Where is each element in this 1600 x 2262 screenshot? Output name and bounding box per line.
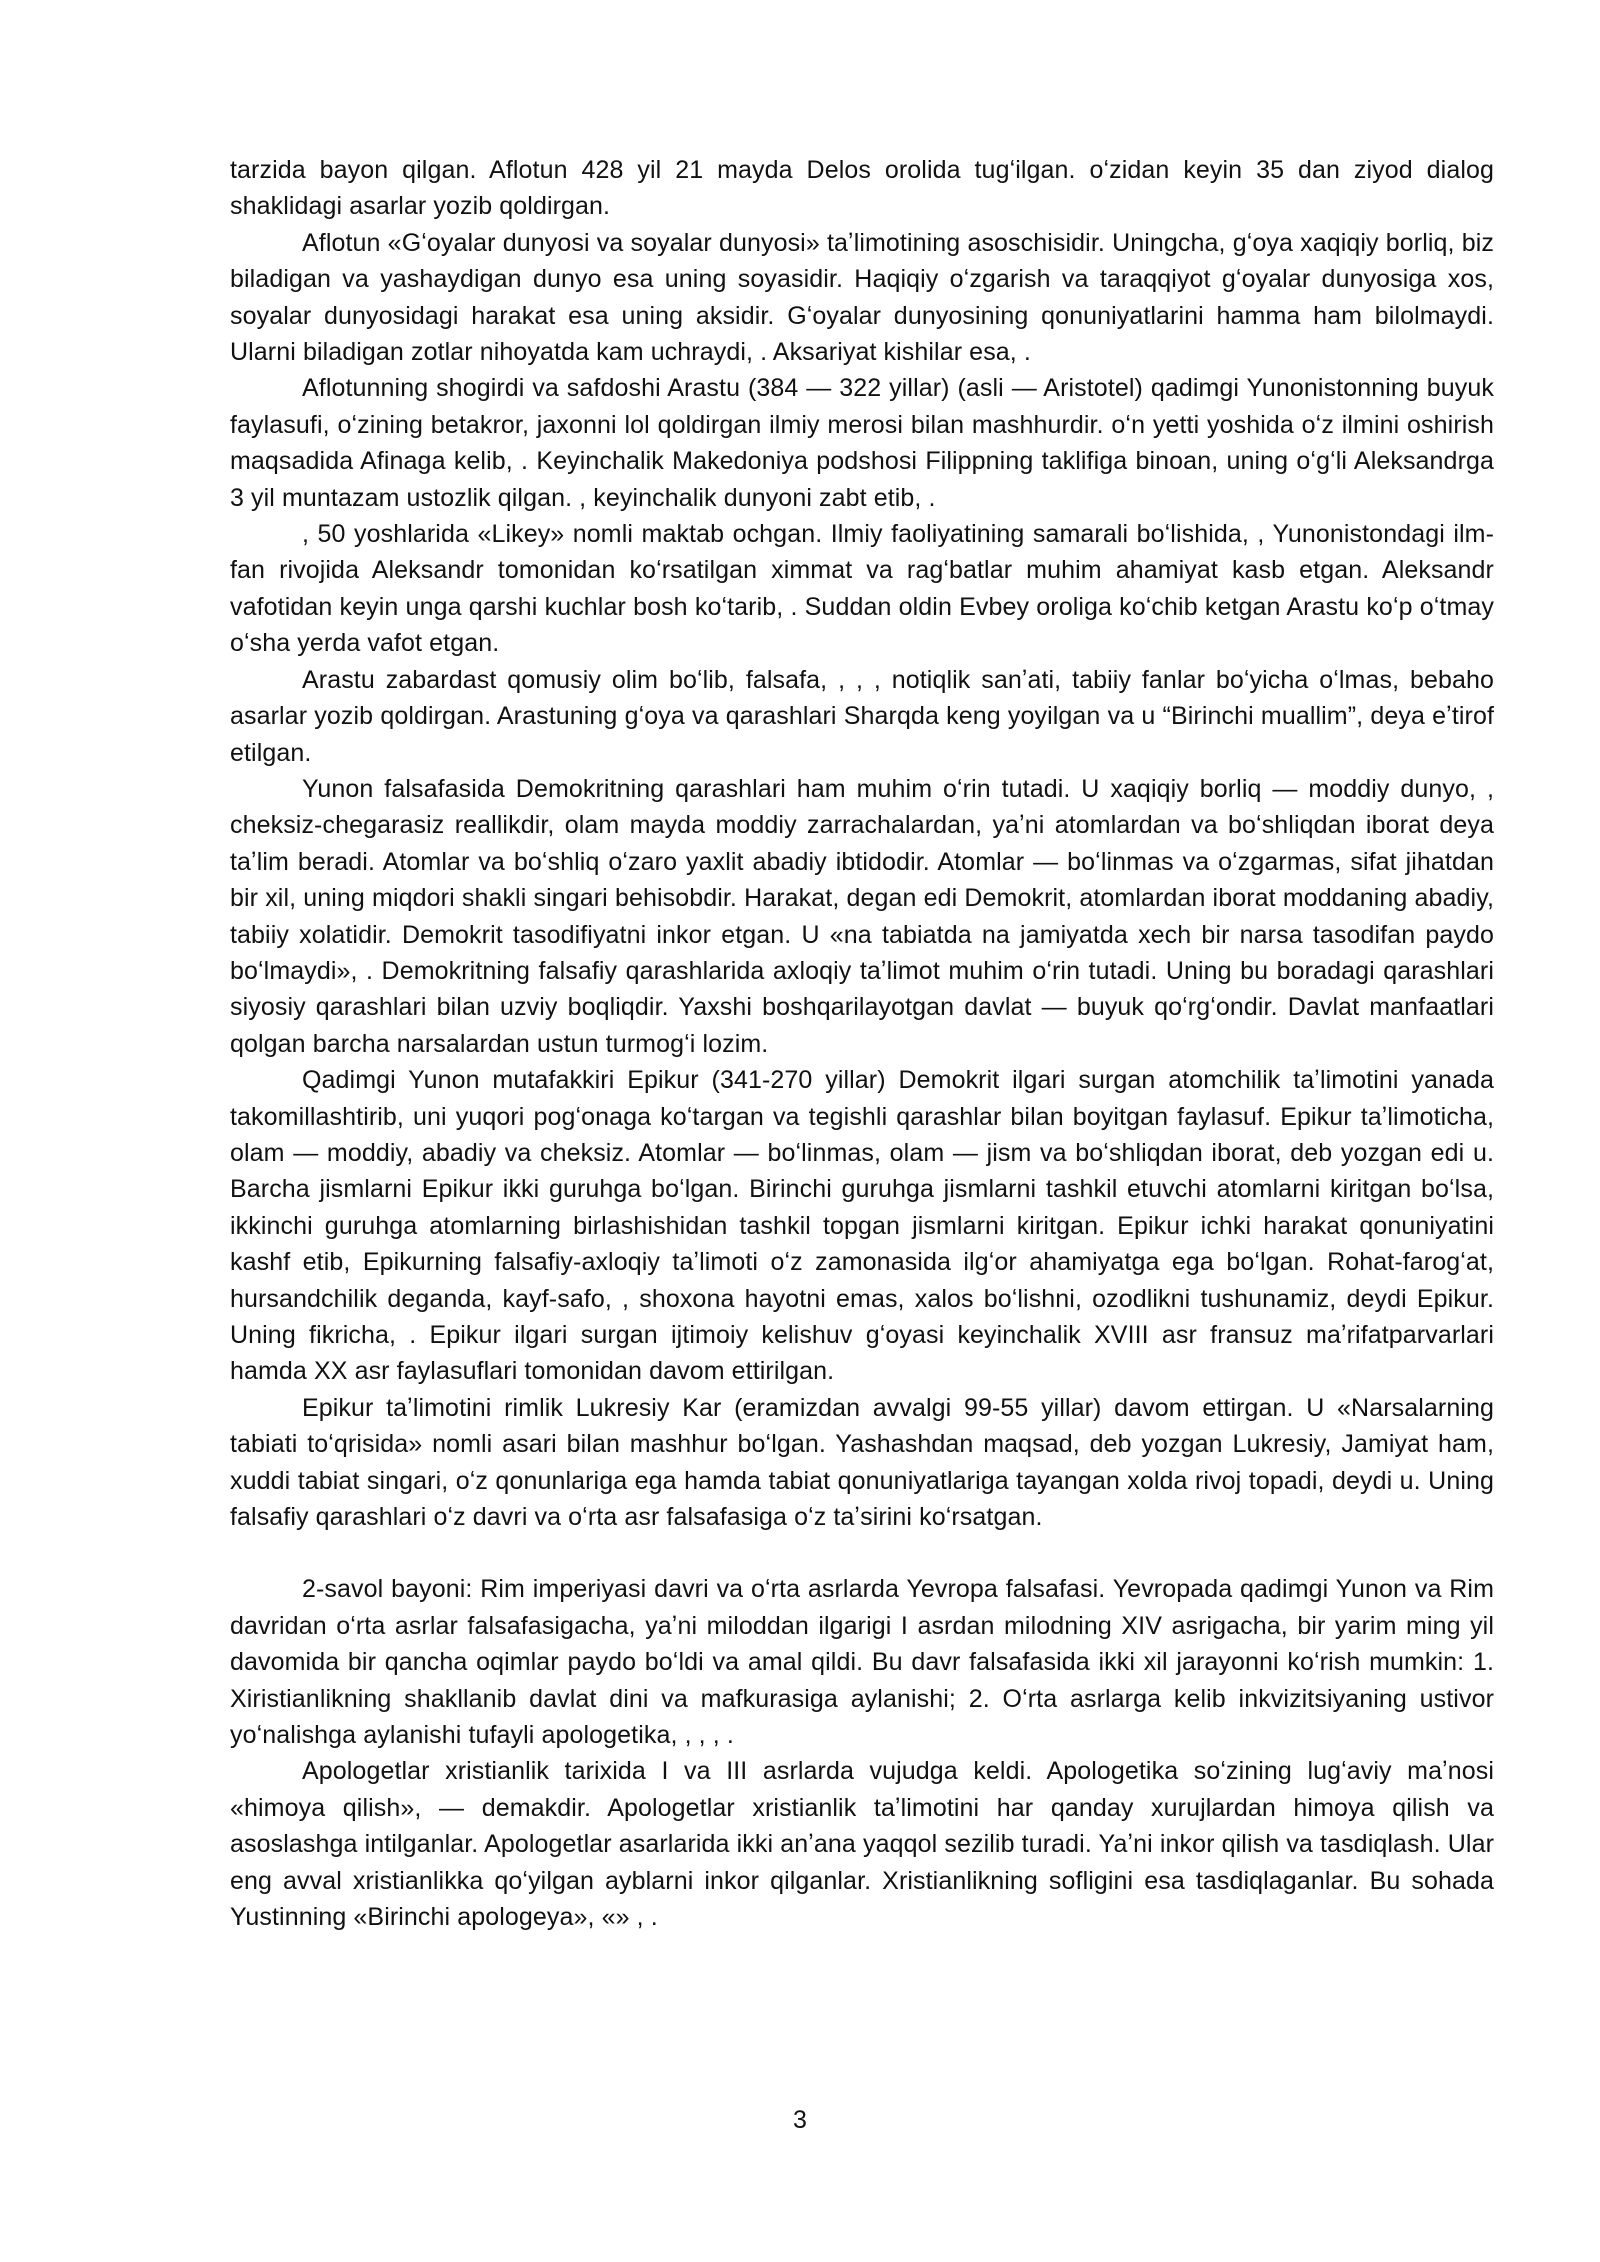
document-body bbox=[230, 152, 1494, 1936]
paragraph: Arastu zabardast qomusiy olim boʻlib, falsafa, , , , notiqlik sanʼati, tabiiy fanlar boʻyicha oʻlmas, bebaho asarlar yozib qoldirgan. Arastuning gʻoya va qarashlari Sharqda keng yoyilgan va u “Birinchi muallim”, deya eʼtirof etilgan. bbox=[230, 665, 1494, 767]
paragraph: tarzida bayon qilgan. Aflotun 428 yil 21 mayda Delos orolida tugʻilgan. oʻzidan keyin 35 dan ziyod dialog shaklidagi asarlar yozib qoldirgan. bbox=[230, 156, 1494, 221]
paragraph: Aflotunning shogirdi va safdoshi Arastu (384 — 322 yillar) (asli — Aristotel) qadimgi Yunonistonning buyuk faylasufi, oʻzining betakror, jaxonni lol qoldirgan ilmiy merosi bilan mashhurdir. oʻn yetti yoshida oʻz ilmini oshirish maqsadida Afinaga kelib, . Keyinchalik Makedoniya podshosi Filippning taklifiga binoan, uning oʻgʻli Aleksandrga 3 yil muntazam ustozlik qilgan. , keyinchalik dunyoni zabt etib, . bbox=[230, 374, 1494, 512]
paragraph: Qadimgi Yunon mutafakkiri Epikur (341-270 yillar) Demokrit ilgari surgan atomchilik taʼlimotini yanada takomillashtirib, uni yuqori pogʻonaga koʻtargan va tegishli qarashlar bilan boyitgan faylasuf. Epikur taʼlimoticha, olam — moddiy, abadiy va cheksiz. Atomlar — boʻlinmas, olam — jism va boʻshliqdan iborat, deb yozgan edi u. Barcha jismlarni Epikur ikki guruhga boʻlgan. Birinchi guruhga jismlarni tashkil etuvchi atomlarni kiritgan boʻlsa, ikkinchi guruhga atomlarning birlashishidan tashkil topgan jismlarni kiritgan. Epikur ichki harakat qonuniyatini kashf etib, Epikurning falsafiy-axloqiy taʼlimoti oʻz zamonasida ilgʻor ahamiyatga ega boʻlgan. Rohat-farogʻat, hursandchilik deganda, kayf-safo, , shoxona hayotni emas, xalos boʻlishni, ozodlikni tushunamiz, deydi Epikur. Uning fikricha, . Epikur ilgari surgan ijtimoiy kelishuv gʻoyasi keyinchalik XVIII asr fransuz maʼrifatparvarlari hamda XX asr faylasuflari tomonidan davom ettirilgan. bbox=[230, 1066, 1494, 1386]
paragraph: , 50 yoshlarida «Likey» nomli maktab ochgan. Ilmiy faoliyatining samarali boʻlishida, , Yunonistondagi ilm-fan rivojida Aleksandr tomonidan koʻrsatilgan ximmat va ragʻbatlar muhim ahamiyat kasb etgan. Aleksandr vafotidan keyin unga qarshi kuchlar bosh koʻtarib, . Suddan oldin Evbey oroliga koʻchib ketgan Arastu koʻp oʻtmay oʻsha yerda vafot etgan. bbox=[230, 520, 1494, 658]
section-2-intro-paragraph: 2-savol bayoni: Rim imperiyasi davri va oʻrta asrlarda Yevropa falsafasi. Yevropada qadimgi Yunon va Rim davridan oʻrta asrlar falsafasigacha, yaʼni miloddan ilgarigi I asrdan milodning XIV asrigacha, bir yarim ming yil davomida bir qancha oqimlar paydo boʻldi va amal qildi. Bu davr falsafasida ikki xil jarayonni koʻrish mumkin: 1. Xiristianlikning shakllanib davlat dini va mafkurasiga aylanishi; 2. Oʻrta asrlarga kelib inkvizitsiyaning ustivor yoʻnalishga aylanishi tufayli apologetika, , , , . bbox=[230, 1575, 1494, 1750]
paragraph: Yunon falsafasida Demokritning qarashlari ham muhim oʻrin tutadi. U xaqiqiy borliq — moddiy dunyo, , cheksiz-chegarasiz reallikdir, olam mayda moddiy zarrachalardan, yaʼni atomlardan va boʻshliqdan iborat deya taʼlim beradi. Atomlar va boʻshliq oʻzaro yaxlit abadiy ibtidodir. Atomlar — boʻlinmas va oʻzgarmas, sifat jihatdan bir xil, uning miqdori shakli singari behisobdir. Harakat, degan edi Demokrit, atomlardan iborat moddaning abadiy, tabiiy xolatidir. Demokrit tasodifiyatni inkor etgan. U «na tabiatda na jamiyatda xech bir narsa tasodifan paydo boʻlmaydi», . Demokritning falsafiy qarashlarida axloqiy taʼlimot muhim oʻrin tutadi. Uning bu boradagi qarashlari siyosiy qarashlari bilan uzviy boqliqdir. Yaxshi boshqarilayotgan davlat — buyuk qoʻrgʻondir. Davlat manfaatlari qolgan barcha narsalardan ustun turmogʻi lozim. bbox=[230, 774, 1494, 1058]
paragraph: Apologetlar xristianlik tarixida I va III asrlarda vujudga keldi. Apologetika soʻzining lugʻaviy maʼnosi «himoya qilish», — demakdir. Apologetlar xristianlik taʼlimotini har qanday xurujlardan himoya qilish va asoslashga intilganlar. Apologetlar asarlarida ikki anʼana yaqqol sezilib turadi. Yaʼni inkor qilish va tasdiqlash. Ular eng avval xristianlikka qoʻyilgan ayblarni inkor qilganlar. Xristianlikning sofligini esa tasdiqlaganlar. Bu sohada Yustinning «Birinchi apologeya», «» , . bbox=[230, 1757, 1494, 1932]
paragraph-spacer bbox=[230, 1535, 1494, 1571]
paragraph: Epikur taʼlimotini rimlik Lukresiy Kar (eramizdan avvalgi 99-55 yillar) davom ettirgan. U «Narsalarning tabiati toʻqrisida» nomli asari bilan mashhur boʻlgan. Yashashdan maqsad, deb yozgan Lukresiy, Jamiyat ham, xuddi tabiat singari, oʻz qonunlariga ega hamda tabiat qonuniyatlariga tayangan xolda rivoj topadi, deydi u. Uning falsafiy qarashlari oʻz davri va oʻrta asr falsafasiga oʻz taʼsirini koʻrsatgan. bbox=[230, 1393, 1494, 1532]
page-number: 3 bbox=[793, 2106, 807, 2134]
paragraph: Aflotun «Gʻoyalar dunyosi va soyalar dunyosi» taʼlimotining asoschisidir. Uningcha, gʻoya xaqiqiy borliq, biz biladigan va yashaydigan dunyo esa uning soyasidir. Haqiqiy oʻzgarish va taraqqiyot gʻoyalar dunyosiga xos, soyalar dunyosidagi harakat esa uning aksidir. Gʻoyalar dunyosining qonuniyatlarini hamma ham bilolmaydi. Ularni biladigan zotlar nihoyatda kam uchraydi, . Aksariyat kishilar esa, . bbox=[230, 228, 1494, 367]
